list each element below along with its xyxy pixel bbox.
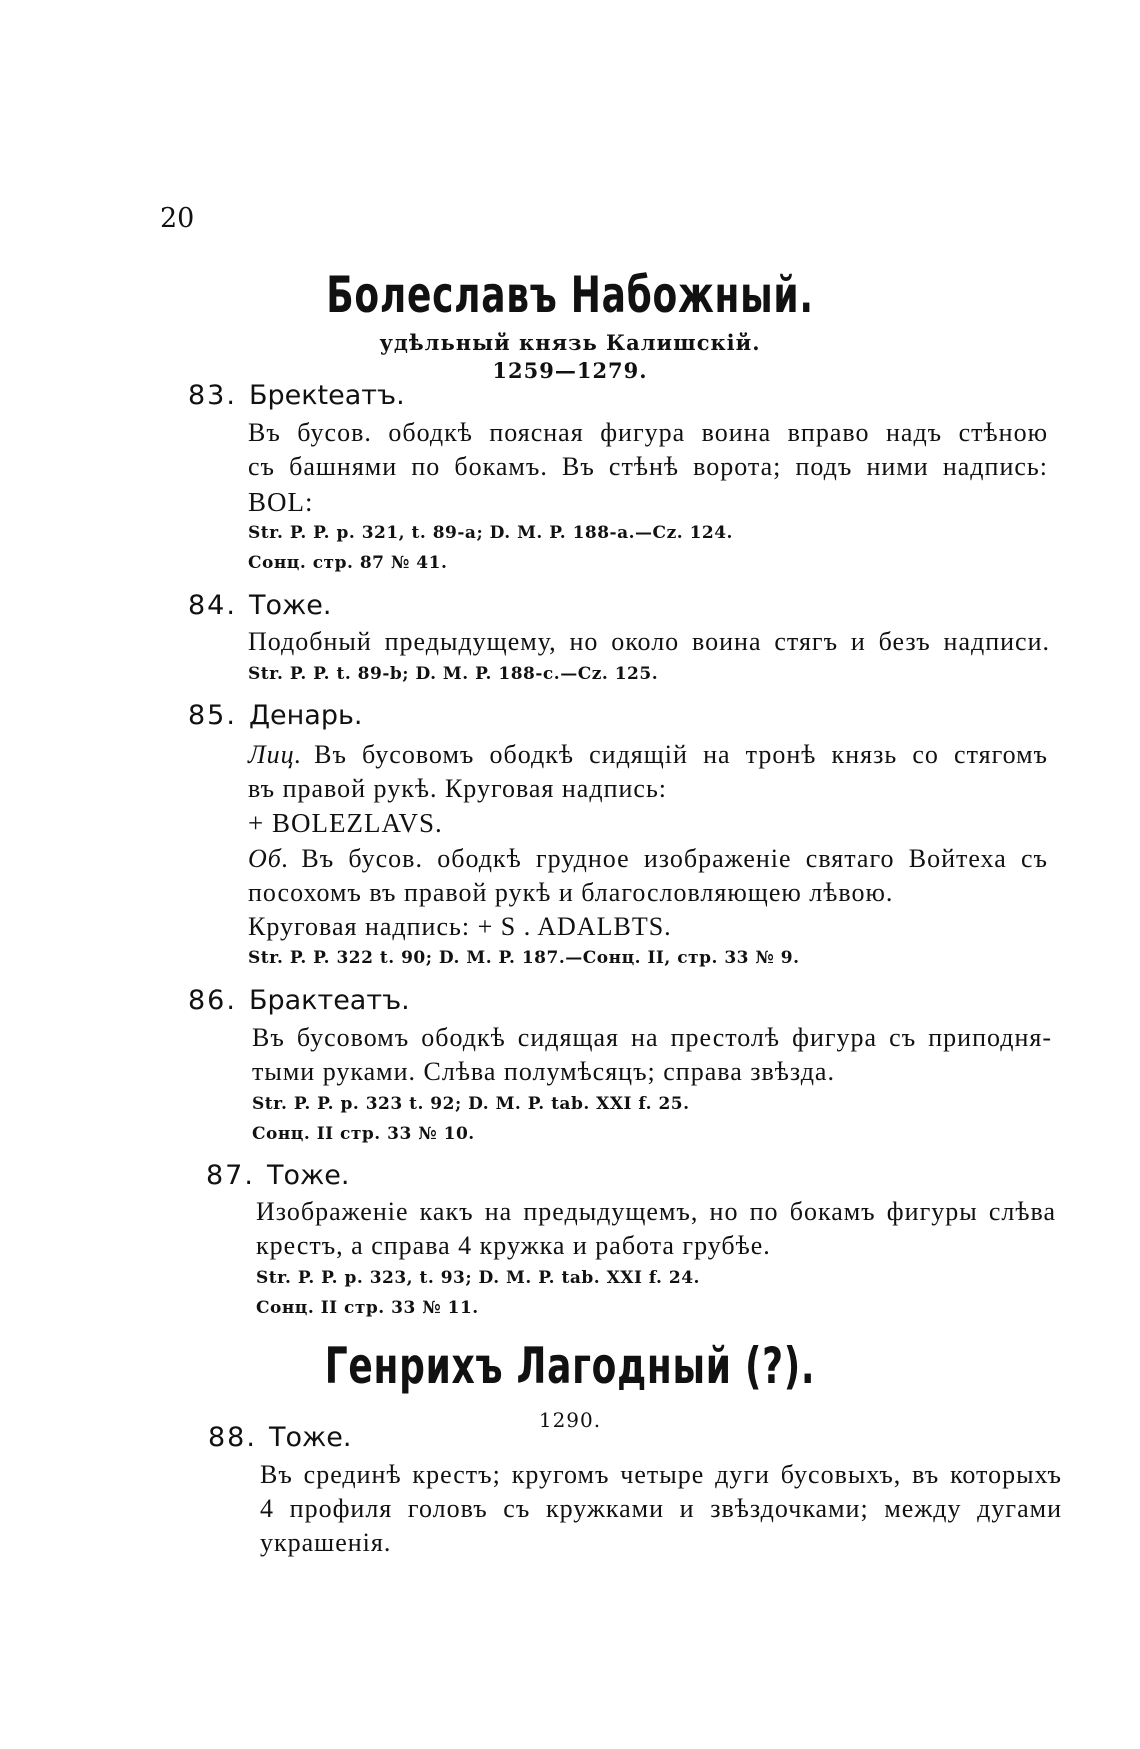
entry-87-ref: Str. P. P. p. 323, t. 93; D. M. P. tab. XXI f. 24. bbox=[256, 1268, 700, 1288]
entry-number: 87. bbox=[206, 1160, 255, 1191]
entry-88-line: украшенія. bbox=[260, 1528, 392, 1557]
entry-85-obverse-legend: + BOLEZLAVS. bbox=[248, 808, 443, 838]
entry-86-ref: Сонц. II стр. 33 № 10. bbox=[252, 1124, 475, 1144]
entry-85-ref: Str. P. P. 322 t. 90; D. M. P. 187.—Сонц. II, стр. 33 № 9. bbox=[248, 948, 800, 968]
entry-number: 83. bbox=[188, 380, 237, 411]
entry-84-ref: Str. P. P. t. 89-b; D. M. P. 188-c.—Cz. 125. bbox=[248, 664, 659, 684]
reverse-text: Въ бусов. ободкѣ грудное изображеніе святаго Войтеха съ bbox=[301, 844, 1048, 873]
entry-85-line: посохомъ въ правой рукѣ и благословляющею лѣвою. bbox=[248, 878, 894, 907]
section-title-henryk: Генрихъ Лагодный (?). bbox=[324, 1337, 816, 1395]
obverse-label: Лиц. bbox=[248, 740, 303, 769]
entry-type: Брактеатъ. bbox=[248, 985, 410, 1016]
page-number: 20 bbox=[160, 203, 195, 234]
entry-83-line: Въ бусов. ободкѣ поясная фигура воина вправо надъ стѣною bbox=[248, 418, 1048, 447]
entry-type: Тоже. bbox=[266, 1160, 350, 1191]
entry-84-line: Подобный предыдущему, но около воина стягъ и безъ надписи. bbox=[248, 627, 1050, 656]
entry-number: 84. bbox=[188, 590, 237, 621]
entry-type: Брекteатъ. bbox=[248, 380, 405, 411]
entry-87-header bbox=[206, 1160, 349, 1191]
entry-84-header bbox=[188, 590, 331, 621]
entry-88-line: Въ срединѣ крестъ; кругомъ четыре дуги бусовыхъ, въ которыхъ bbox=[260, 1460, 1062, 1489]
entry-86-line: Въ бусовомъ ободкѣ сидящая на престолѣ фигура съ приподня- bbox=[252, 1023, 1052, 1052]
entry-type: Тоже. bbox=[268, 1422, 352, 1453]
entry-85-line: въ правой рукѣ. Круговая надпись: bbox=[248, 774, 668, 803]
entry-87-line: Изображеніе какъ на предыдущемъ, но по бокамъ фигуры слѣва bbox=[256, 1197, 1056, 1226]
entry-type: Денарь. bbox=[248, 700, 363, 731]
entry-83-ref: Str. P. P. p. 321, t. 89-a; D. M. P. 188-a.—Cz. 124. bbox=[248, 523, 733, 543]
section-subtitle: удѣльный князь Калишскій. bbox=[379, 330, 761, 355]
section-dates: 1290. bbox=[538, 1408, 602, 1432]
entry-88-line: 4 профиля головъ съ кружками и звѣздочками; между дугами bbox=[260, 1494, 1062, 1523]
entry-86-ref: Str. P. P. p. 323 t. 92; D. M. P. tab. XXI f. 25. bbox=[252, 1094, 690, 1114]
section-title-boleslav: Болеславъ Набожный. bbox=[326, 266, 814, 324]
entry-86-line: тыми руками. Слѣва полумѣсяцъ; справа звѣзда. bbox=[252, 1057, 835, 1086]
section-dates: 1259—1279. bbox=[492, 358, 648, 383]
reverse-label: Об. bbox=[248, 844, 290, 873]
entry-85-reverse-line bbox=[248, 844, 1048, 874]
entry-number: 86. bbox=[188, 985, 237, 1016]
entry-83-legend: BOL: bbox=[248, 487, 314, 517]
entry-type: Тоже. bbox=[248, 590, 332, 621]
entry-83-ref: Сонц. стр. 87 № 41. bbox=[248, 553, 448, 573]
entry-88-header bbox=[208, 1422, 351, 1453]
obverse-text: Въ бусовомъ ободкѣ сидящій на тронѣ князь со стягомъ bbox=[314, 740, 1048, 769]
entry-85-header bbox=[188, 700, 363, 731]
entry-85-line: Круговая надпись: + S . ADALBTS. bbox=[248, 912, 672, 941]
entry-83-header bbox=[188, 380, 405, 411]
entry-number: 85. bbox=[188, 700, 237, 731]
entry-86-header bbox=[188, 985, 410, 1016]
entry-87-line: крестъ, а справа 4 кружка и работа грубѣе. bbox=[256, 1231, 771, 1260]
entry-85-obverse-line bbox=[248, 740, 1048, 770]
entry-number: 88. bbox=[208, 1422, 257, 1453]
entry-83-line: съ башнями по бокамъ. Въ стѣнѣ ворота; подъ ними надпись: bbox=[248, 452, 1048, 481]
entry-87-ref: Сонц. II стр. 33 № 11. bbox=[256, 1298, 479, 1318]
